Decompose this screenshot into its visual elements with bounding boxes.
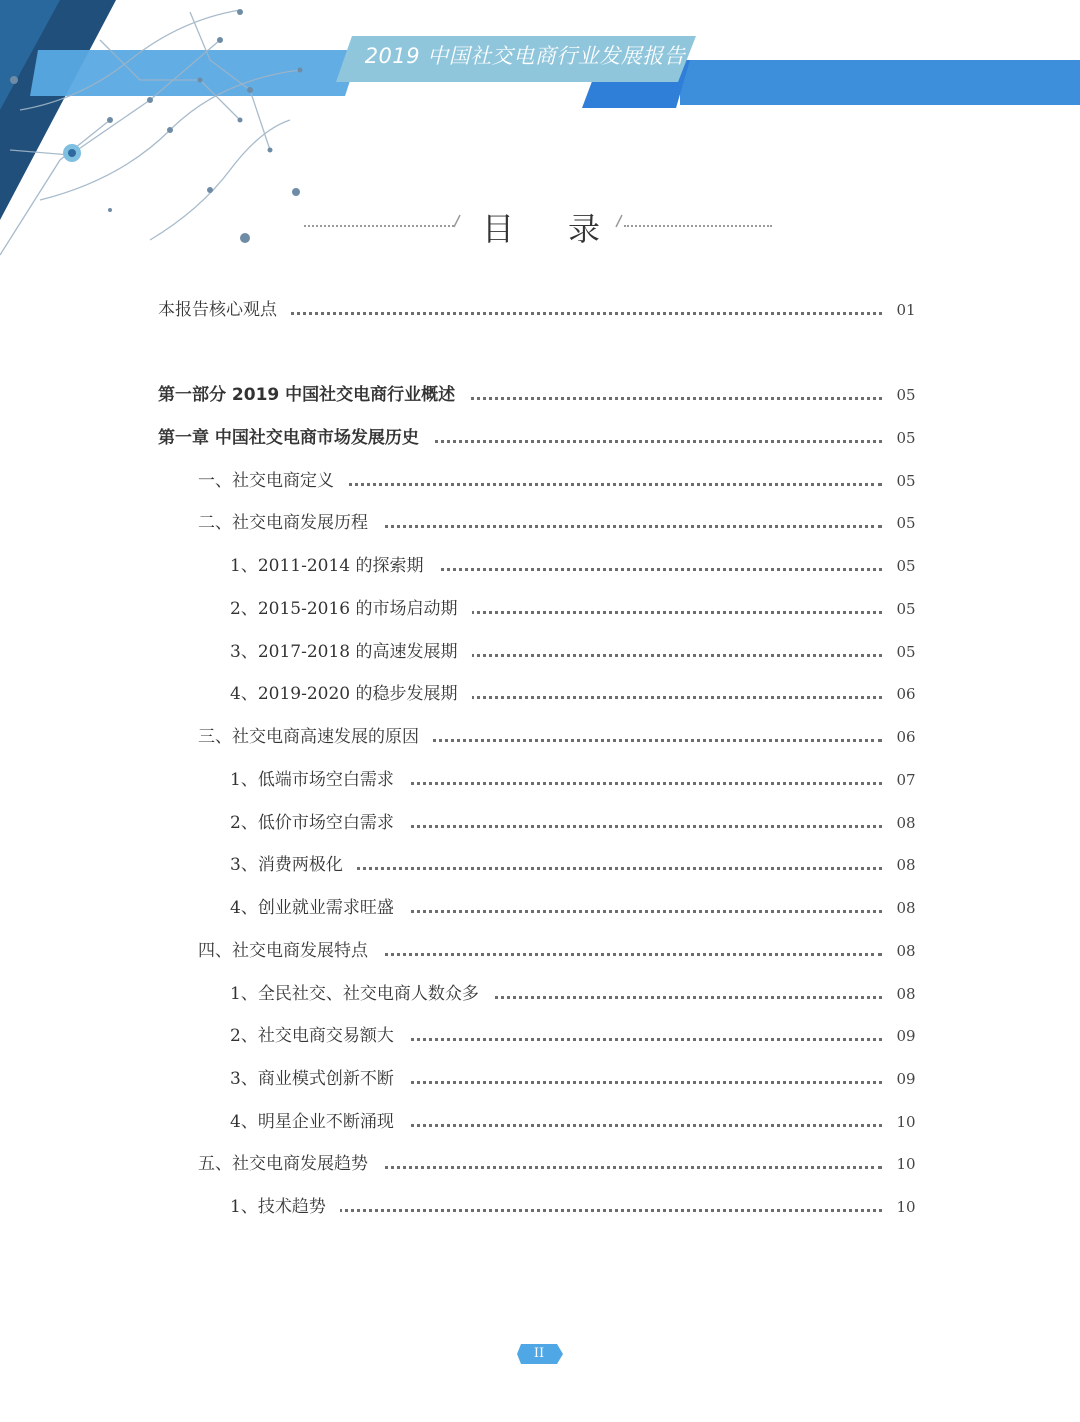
toc-entry-label: 2、2015-2016 的市场启动期 [230,595,472,623]
toc-entry[interactable] [0,1065,1080,1093]
toc-entry-page: 09 [896,1070,916,1088]
toc-entry[interactable] [0,296,1080,324]
toc-entry-page: 10 [896,1113,916,1131]
toc-entry-page: 07 [896,771,916,789]
toc-entry-page: 08 [896,856,916,874]
banner-bar-left [30,50,360,96]
report-title: 2019 中国社交电商行业发展报告 [364,44,686,68]
toc-entry[interactable] [0,1108,1080,1136]
toc-entry-page: 05 [896,514,916,532]
toc-entry[interactable] [0,1022,1080,1050]
toc-entry-label: 4、创业就业需求旺盛 [230,894,408,922]
toc-entry[interactable] [0,552,1080,580]
toc-entry-label: 一、社交电商定义 [198,467,348,495]
toc-entry-label: 2、社交电商交易额大 [230,1022,408,1050]
toc-entry-label: 三、社交电商高速发展的原因 [198,723,433,751]
toc-entry-label: 1、2011-2014 的探索期 [230,552,438,580]
toc-entry-page: 05 [896,429,916,447]
toc-entry[interactable] [0,980,1080,1008]
toc-entry-label: 4、明星企业不断涌现 [230,1108,408,1136]
toc-entry-page: 08 [896,814,916,832]
toc-entry-page: 05 [896,472,916,490]
toc-entry[interactable] [0,381,1080,409]
heading-slash-right [614,214,624,228]
toc-entry[interactable] [0,424,1080,452]
toc-entry-label: 第一章 中国社交电商市场发展历史 [158,424,433,452]
heading-slash-left [452,214,462,228]
toc-entry-page: 05 [896,643,916,661]
toc-entry[interactable] [0,766,1080,794]
toc-entry[interactable] [0,851,1080,879]
toc-entry-label: 五、社交电商发展趋势 [198,1150,382,1178]
toc-entry-label: 2、低价市场空白需求 [230,809,408,837]
toc-entry[interactable] [0,723,1080,751]
toc-entry[interactable] [0,467,1080,495]
toc-entry-label: 1、全民社交、社交电商人数众多 [230,980,493,1008]
toc-entry-page: 01 [896,301,916,319]
toc-entry-page: 05 [896,557,916,575]
page-number: II [533,1346,545,1361]
toc-heading-char-1: 目 [482,210,515,248]
toc-entry[interactable] [0,595,1080,623]
toc-heading [0,200,1080,250]
toc-entry[interactable] [0,638,1080,666]
toc-entry[interactable] [0,809,1080,837]
toc-entry-label: 3、商业模式创新不断 [230,1065,408,1093]
toc-entry[interactable] [0,937,1080,965]
page-number-badge [517,1344,563,1364]
toc-entry-label: 第一部分 2019 中国社交电商行业概述 [158,381,469,409]
toc-entry-label: 3、2017-2018 的高速发展期 [230,638,472,666]
banner-bar-right [680,60,1080,105]
toc-entry[interactable] [0,509,1080,537]
toc-entry-label: 本报告核心观点 [158,296,291,324]
toc-entry[interactable] [0,1150,1080,1178]
toc-entry-label: 二、社交电商发展历程 [198,509,382,537]
toc-heading-char-2: 录 [568,210,601,248]
heading-rule-left [304,225,454,227]
toc-entry-page: 05 [896,386,916,404]
toc-entry-page: 05 [896,600,916,618]
heading-rule-right [624,225,772,227]
toc-entry-label: 1、技术趋势 [230,1193,340,1221]
toc-entry[interactable] [0,894,1080,922]
toc-entry-page: 09 [896,1027,916,1045]
toc-entry-label: 3、消费两极化 [230,851,357,879]
toc-entry-label: 1、低端市场空白需求 [230,766,408,794]
toc-entry-page: 08 [896,899,916,917]
toc-entry-label: 4、2019-2020 的稳步发展期 [230,680,472,708]
toc-entry-label: 四、社交电商发展特点 [198,937,382,965]
toc-entry[interactable] [0,1193,1080,1221]
toc-entry-page: 06 [896,728,916,746]
toc-entry-page: 10 [896,1155,916,1173]
toc-entry-page: 08 [896,985,916,1003]
toc-entry-page: 06 [896,685,916,703]
toc-entry-page: 08 [896,942,916,960]
toc-entry[interactable] [0,680,1080,708]
toc-entry-page: 10 [896,1198,916,1216]
